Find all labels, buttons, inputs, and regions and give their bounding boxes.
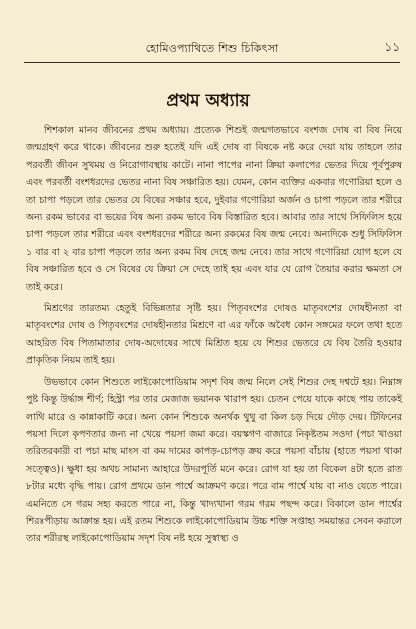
running-head: হোমিওপ্যাথিতে শিশু চিকিৎসা [145,42,279,55]
page-number: ১১ [384,40,400,54]
body-text [26,122,402,548]
page-header [24,40,400,60]
paragraph-1: শিশকাল মানব জীবনের প্রথম অধ্যায়। প্রত্যেক শিশুই জন্মগতভাবে বংশজ দোষ বা বিষ নিয়ে জন্মগ্রহণ করে থাকে। জীবনের শুরু হতেই যদি এই দোষ বা বিষকে নষ্ট করে দেয়া যায় তাহলে তার পরবর্তী জীবন সুখময় ও নিরোগাবস্থায় কাটে। নানা পাপের নানা ক্রিয়া কলাপের ভেতর দিয়ে পূর্বপুরুষ এবং পরবর্তী বংশধরদের ভেতর নানা বিষ সঞ্চারিত হয়। যেমন, কোন ব্যক্তির একবার গণোরিয়া হলে ও তা চাপা পড়লে তার ভেতর যে বিষের সঞ্চার হবে, দুইবার গণোরিয়া অর্জন ও চাপা পড়লে তার শরীরে অন্য রকম ভাবের বা ভয়ের বিষ অন্য রকম ভাবে বিষ বিস্তারিত হবে। আবার তার সাথে সিফিলিস হয়ে চাপা পড়লে তার শরীরে এবং বংশধরদের শরীরে অন্য রকমের বিষ জন্ম নেবে। অন্যদিকে শুধু সিফিলিস ১ বার বা ২ বার চাপা পড়লে তার অন্য রকম বিষ দেহে জন্ম নেবে। তার সাথে গণোরিয়া যোগ হলে যে বিষ সঞ্চারিত হবে ও সে বিষের যে ক্রিয়া সে দেহে তাই হয় এবং যার যে রোগ তৈয়ার করার ক্ষমতা সে তাই করে। [26,125,402,293]
paragraph-3: উভভাবে কোন শিশুতে লাইকোপোডিয়াম সদৃশ বিষ জন্ম নিলে সেই শিশুর দেহ দশ্বটে হয়। নিম্নাঙ্গ পুষ্ট কিন্তু উর্দ্ধাঙ্গ শীর্ণ; হিস্ট্রা পর তার মেজাজ ভয়ানক খারাপ হয়। চেতন পেয়ে যাকে কাছে পায় তাকেই লাথি মারে ও কান্নাকাটি করে। অন্য কোন শিশুকে অনর্থক থুথু বা কিল চড় দিয়ে দৌড় দেয়। টিফিনের পয়সা দিলে কৃপণতার জন্য না খেয়ে পয়সা জমা করে। বয়স্কগণ বাজারে নিকৃষ্টতম সওদা (পচা খাওয়া তরিতরকারী বা পচা মাছ মাংস বা কম দামের কাপড়-চোপড় ক্রয় করে পয়সা বাঁচায় (হাতে পয়সা থাকা সত্ত্বেও)। ক্ষুধা হয় অথচ সামান্য আহারে উদরপূর্তি মনে করে। রোগ যা হয় তা বিকেল ৪টা হতে রাত ৮টার মধ্যে বৃদ্ধি পায়। রোগ প্রথমে ডান পার্শ্বে আক্রমণ করে। পরে বাম পার্শ্বে যায় বা নাও যেতে পারে। এমনিতে সে গরম সহ্য করতে পারে না, কিন্তু খাদ্যখানা গরম গরম পছন্দ করে। বিকালে ডান পার্শ্বের শিরঃপীড়ায় আক্রান্ত হয়। এই রতম শিশুকে লাইকোপোডিয়াম উচ্চ শক্তি সপ্তাহ্য সময়ান্তর সেবন করালে তার শরীরস্থ লাইকোপোডিয়াম সদৃশ বিষ নষ্ট হয়ে সুস্বাস্থ্য ও [26,376,402,545]
paragraph-2: মিশ্রণের তারতম্য হেতুই বিভিন্নতার সৃষ্টি হয়। পিতৃবংশের দোষও মাতৃবংশের দোষহীনতা বা মাতৃবংশের দোষ ও পিতৃবংশের দোষহীনতার মিশ্রণে বা এর ফাঁকে অবৈধ কোন সঙ্গমের ফলে তথা হতে আহরিত বিষ পিতামাতার দোষ-অদোষের সাথে মিশ্রিত হয়ে যে শিশুর ভেতরে যে বিষ তৈরি হওয়ার প্রাকৃতিক নিয়ম তাই হয়। [26,303,402,367]
chapter-title: প্রথম অধ্যায় [166,91,250,111]
header-rule [24,62,400,63]
